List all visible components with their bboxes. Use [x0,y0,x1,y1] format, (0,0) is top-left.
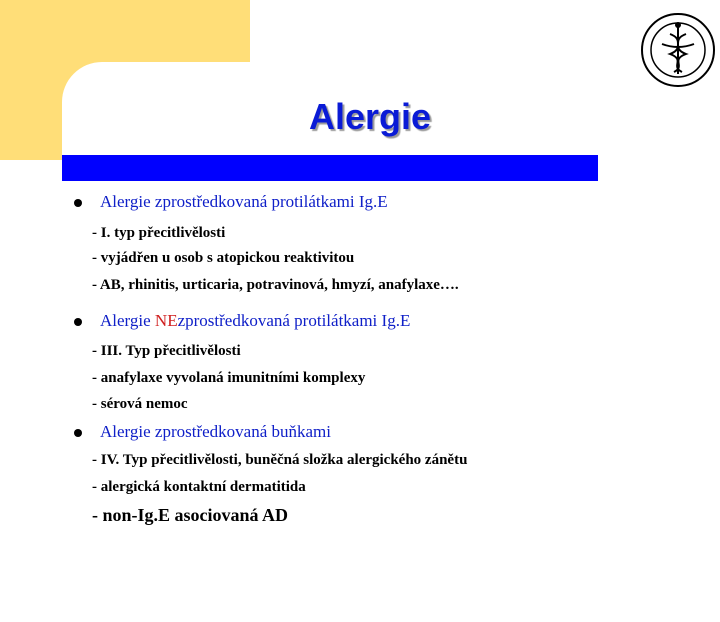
section-1-item-1: - I. typ přecitlivělosti [92,225,226,241]
section-2-heading-prefix: Alergie [100,311,155,330]
title-underline-bar [62,155,598,181]
university-seal-icon [638,10,718,90]
section-2-heading-highlight: NE [154,311,178,330]
section-3-item-1: - IV. Typ přecitlivělosti, buněčná složka alergického zánětu [92,452,468,468]
section-2-item-2: - anafylaxe vyvolaná imunitními komplexy [92,370,366,386]
section-3-item-2: - alergická kontaktní dermatitida [92,479,306,495]
section-1-item-3: - AB, rhinitis, urticaria, potravinová, hmyzí, anafylaxe…. [92,277,459,293]
section-3-item-3: - non-Ig.E asociovaná AD [92,505,289,525]
section-3-heading: Alergie zprostředkovaná buňkami [100,422,332,441]
section-1-item-2: - vyjádřen u osob s atopickou reaktivitou [92,250,355,266]
bullet-3-dot [74,429,82,437]
section-2-item-1: - III. Typ přecitlivělosti [92,343,241,359]
slide-title: Alergie [308,96,432,137]
bullet-2-dot [74,318,82,326]
section-2-item-3: - sérová nemoc [92,396,188,412]
section-1-heading: Alergie zprostředkovaná protilátkami Ig.E [100,192,388,211]
content-card [62,62,720,622]
section-2-heading [100,311,410,331]
bullet-1-dot [74,199,82,207]
section-2-heading-suffix: zprostředkovaná protilátkami Ig.E [177,311,411,330]
